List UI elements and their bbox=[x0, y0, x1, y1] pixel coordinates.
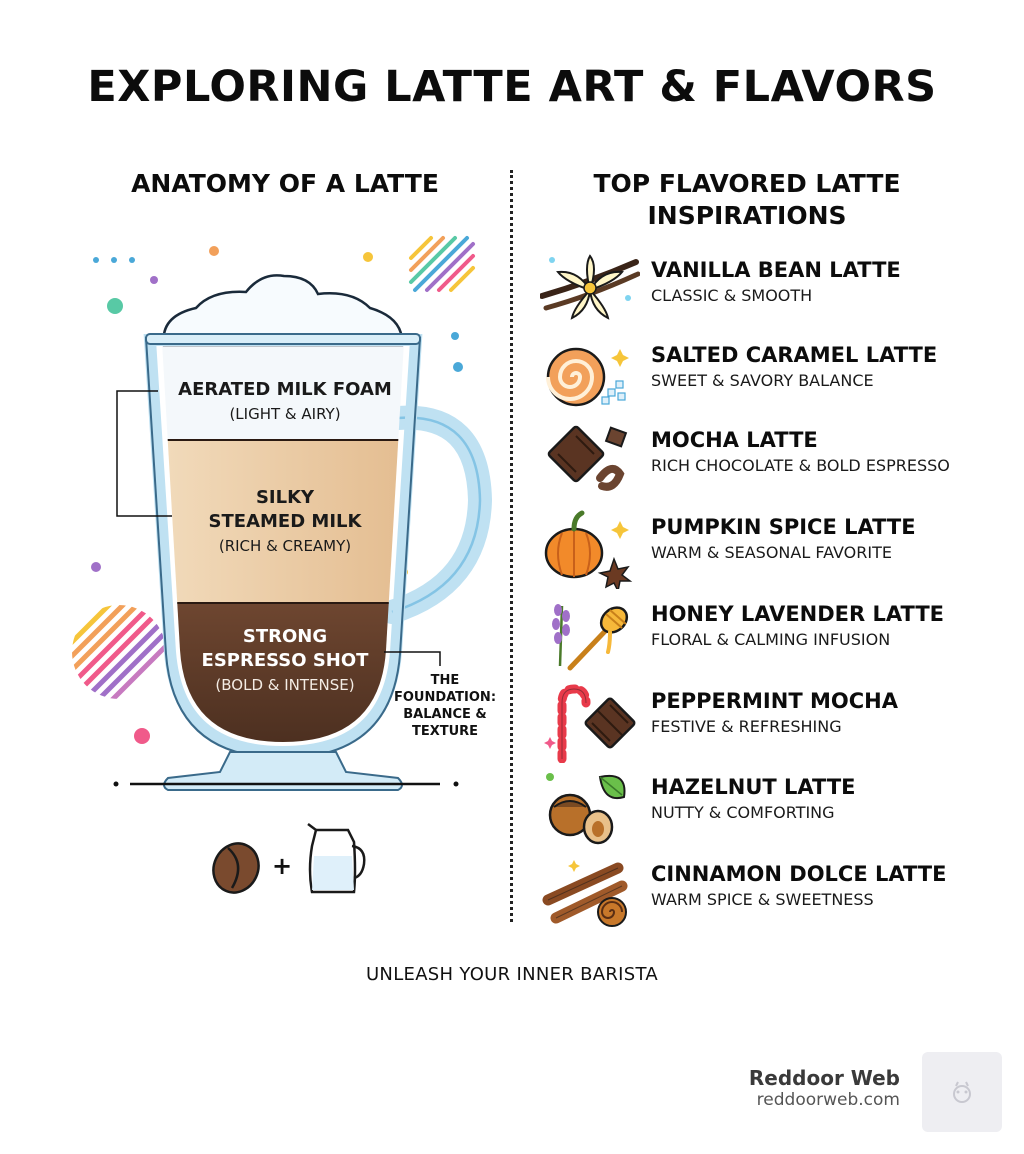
flavor-name: HAZELNUT LATTE bbox=[651, 775, 856, 799]
coffee-bean-icon bbox=[205, 836, 266, 900]
foundation-line3: BALANCE & bbox=[403, 707, 487, 722]
page-title: EXPLORING LATTE ART & FLAVORS bbox=[87, 62, 937, 112]
flavor-name: CINNAMON DOLCE LATTE bbox=[651, 862, 947, 886]
flavors-heading-line2: INSPIRATIONS bbox=[647, 201, 847, 230]
honey-dipper-icon bbox=[540, 596, 640, 676]
foam-label-desc: (LIGHT & AIRY) bbox=[229, 405, 341, 423]
brand-logo bbox=[922, 1052, 1002, 1132]
latte-glass-illustration bbox=[0, 220, 510, 920]
flavors-heading-line1: TOP FLAVORED LATTE bbox=[593, 169, 901, 198]
candy-cane-icon bbox=[540, 683, 640, 763]
chocolate-icon bbox=[540, 422, 640, 502]
tagline: UNLEASH YOUR INNER BARISTA bbox=[365, 964, 659, 985]
caramel-swirl-icon bbox=[540, 337, 640, 417]
espresso-label-line1: STRONG bbox=[242, 626, 328, 647]
section-divider bbox=[510, 170, 513, 922]
brand-url: reddoorweb.com bbox=[756, 1090, 900, 1110]
anatomy-heading: ANATOMY OF A LATTE bbox=[131, 169, 439, 198]
flavor-item bbox=[540, 337, 1010, 417]
flavor-item bbox=[540, 769, 1010, 849]
flavor-name: HONEY LAVENDER LATTE bbox=[651, 602, 944, 626]
steamed-milk-label-desc: (RICH & CREAMY) bbox=[218, 537, 352, 555]
flavor-desc: FLORAL & CALMING INFUSION bbox=[651, 630, 891, 649]
plus-sign: + bbox=[272, 852, 293, 880]
flavor-name: PEPPERMINT MOCHA bbox=[651, 689, 898, 713]
flavor-desc: NUTTY & COMFORTING bbox=[651, 803, 835, 822]
foundation-label bbox=[392, 672, 498, 740]
foam-label-name: AERATED MILK FOAM bbox=[178, 379, 392, 400]
flavor-desc: SWEET & SAVORY BALANCE bbox=[651, 371, 874, 390]
steamed-milk-label bbox=[160, 486, 410, 558]
brand-block bbox=[749, 1066, 900, 1110]
flavor-desc: CLASSIC & SMOOTH bbox=[651, 286, 813, 305]
foundation-line4: TEXTURE bbox=[411, 724, 479, 739]
espresso-label bbox=[160, 625, 410, 697]
flavor-item bbox=[540, 252, 1010, 332]
espresso-label-line2: ESPRESSO SHOT bbox=[201, 650, 369, 671]
flavor-name: VANILLA BEAN LATTE bbox=[651, 258, 901, 282]
vanilla-flower-icon bbox=[540, 252, 640, 332]
flavor-desc: RICH CHOCOLATE & BOLD ESPRESSO bbox=[651, 456, 950, 475]
flavor-item bbox=[540, 509, 1010, 589]
logo-icon bbox=[922, 1052, 1002, 1132]
flavor-name: SALTED CARAMEL LATTE bbox=[651, 343, 938, 367]
foundation-line1: THE bbox=[430, 673, 460, 688]
flavor-desc: FESTIVE & REFRESHING bbox=[651, 717, 842, 736]
flavor-item bbox=[540, 422, 1010, 502]
flavor-desc: WARM SPICE & SWEETNESS bbox=[651, 890, 874, 909]
steamed-milk-label-line1: SILKY bbox=[255, 487, 315, 508]
foundation-line2: FOUNDATION: bbox=[393, 690, 497, 705]
cinnamon-stick-icon bbox=[540, 856, 640, 936]
flavor-desc: WARM & SEASONAL FAVORITE bbox=[651, 543, 892, 562]
hazelnut-icon bbox=[540, 769, 640, 849]
flavor-name: PUMPKIN SPICE LATTE bbox=[651, 515, 916, 539]
brand-name: Reddoor Web bbox=[748, 1066, 900, 1090]
striped-square-decoration bbox=[411, 238, 473, 290]
flavor-item bbox=[540, 856, 1010, 936]
milk-jug-icon bbox=[308, 824, 364, 892]
pumpkin-icon bbox=[540, 509, 640, 589]
espresso-label-desc: (BOLD & INTENSE) bbox=[215, 676, 355, 694]
flavor-item bbox=[540, 683, 1010, 763]
foam-label bbox=[160, 378, 410, 426]
flavors-heading bbox=[530, 168, 964, 232]
flavor-name: MOCHA LATTE bbox=[651, 428, 818, 452]
steamed-milk-label-line2: STEAMED MILK bbox=[208, 511, 362, 532]
flavor-item bbox=[540, 596, 1010, 676]
